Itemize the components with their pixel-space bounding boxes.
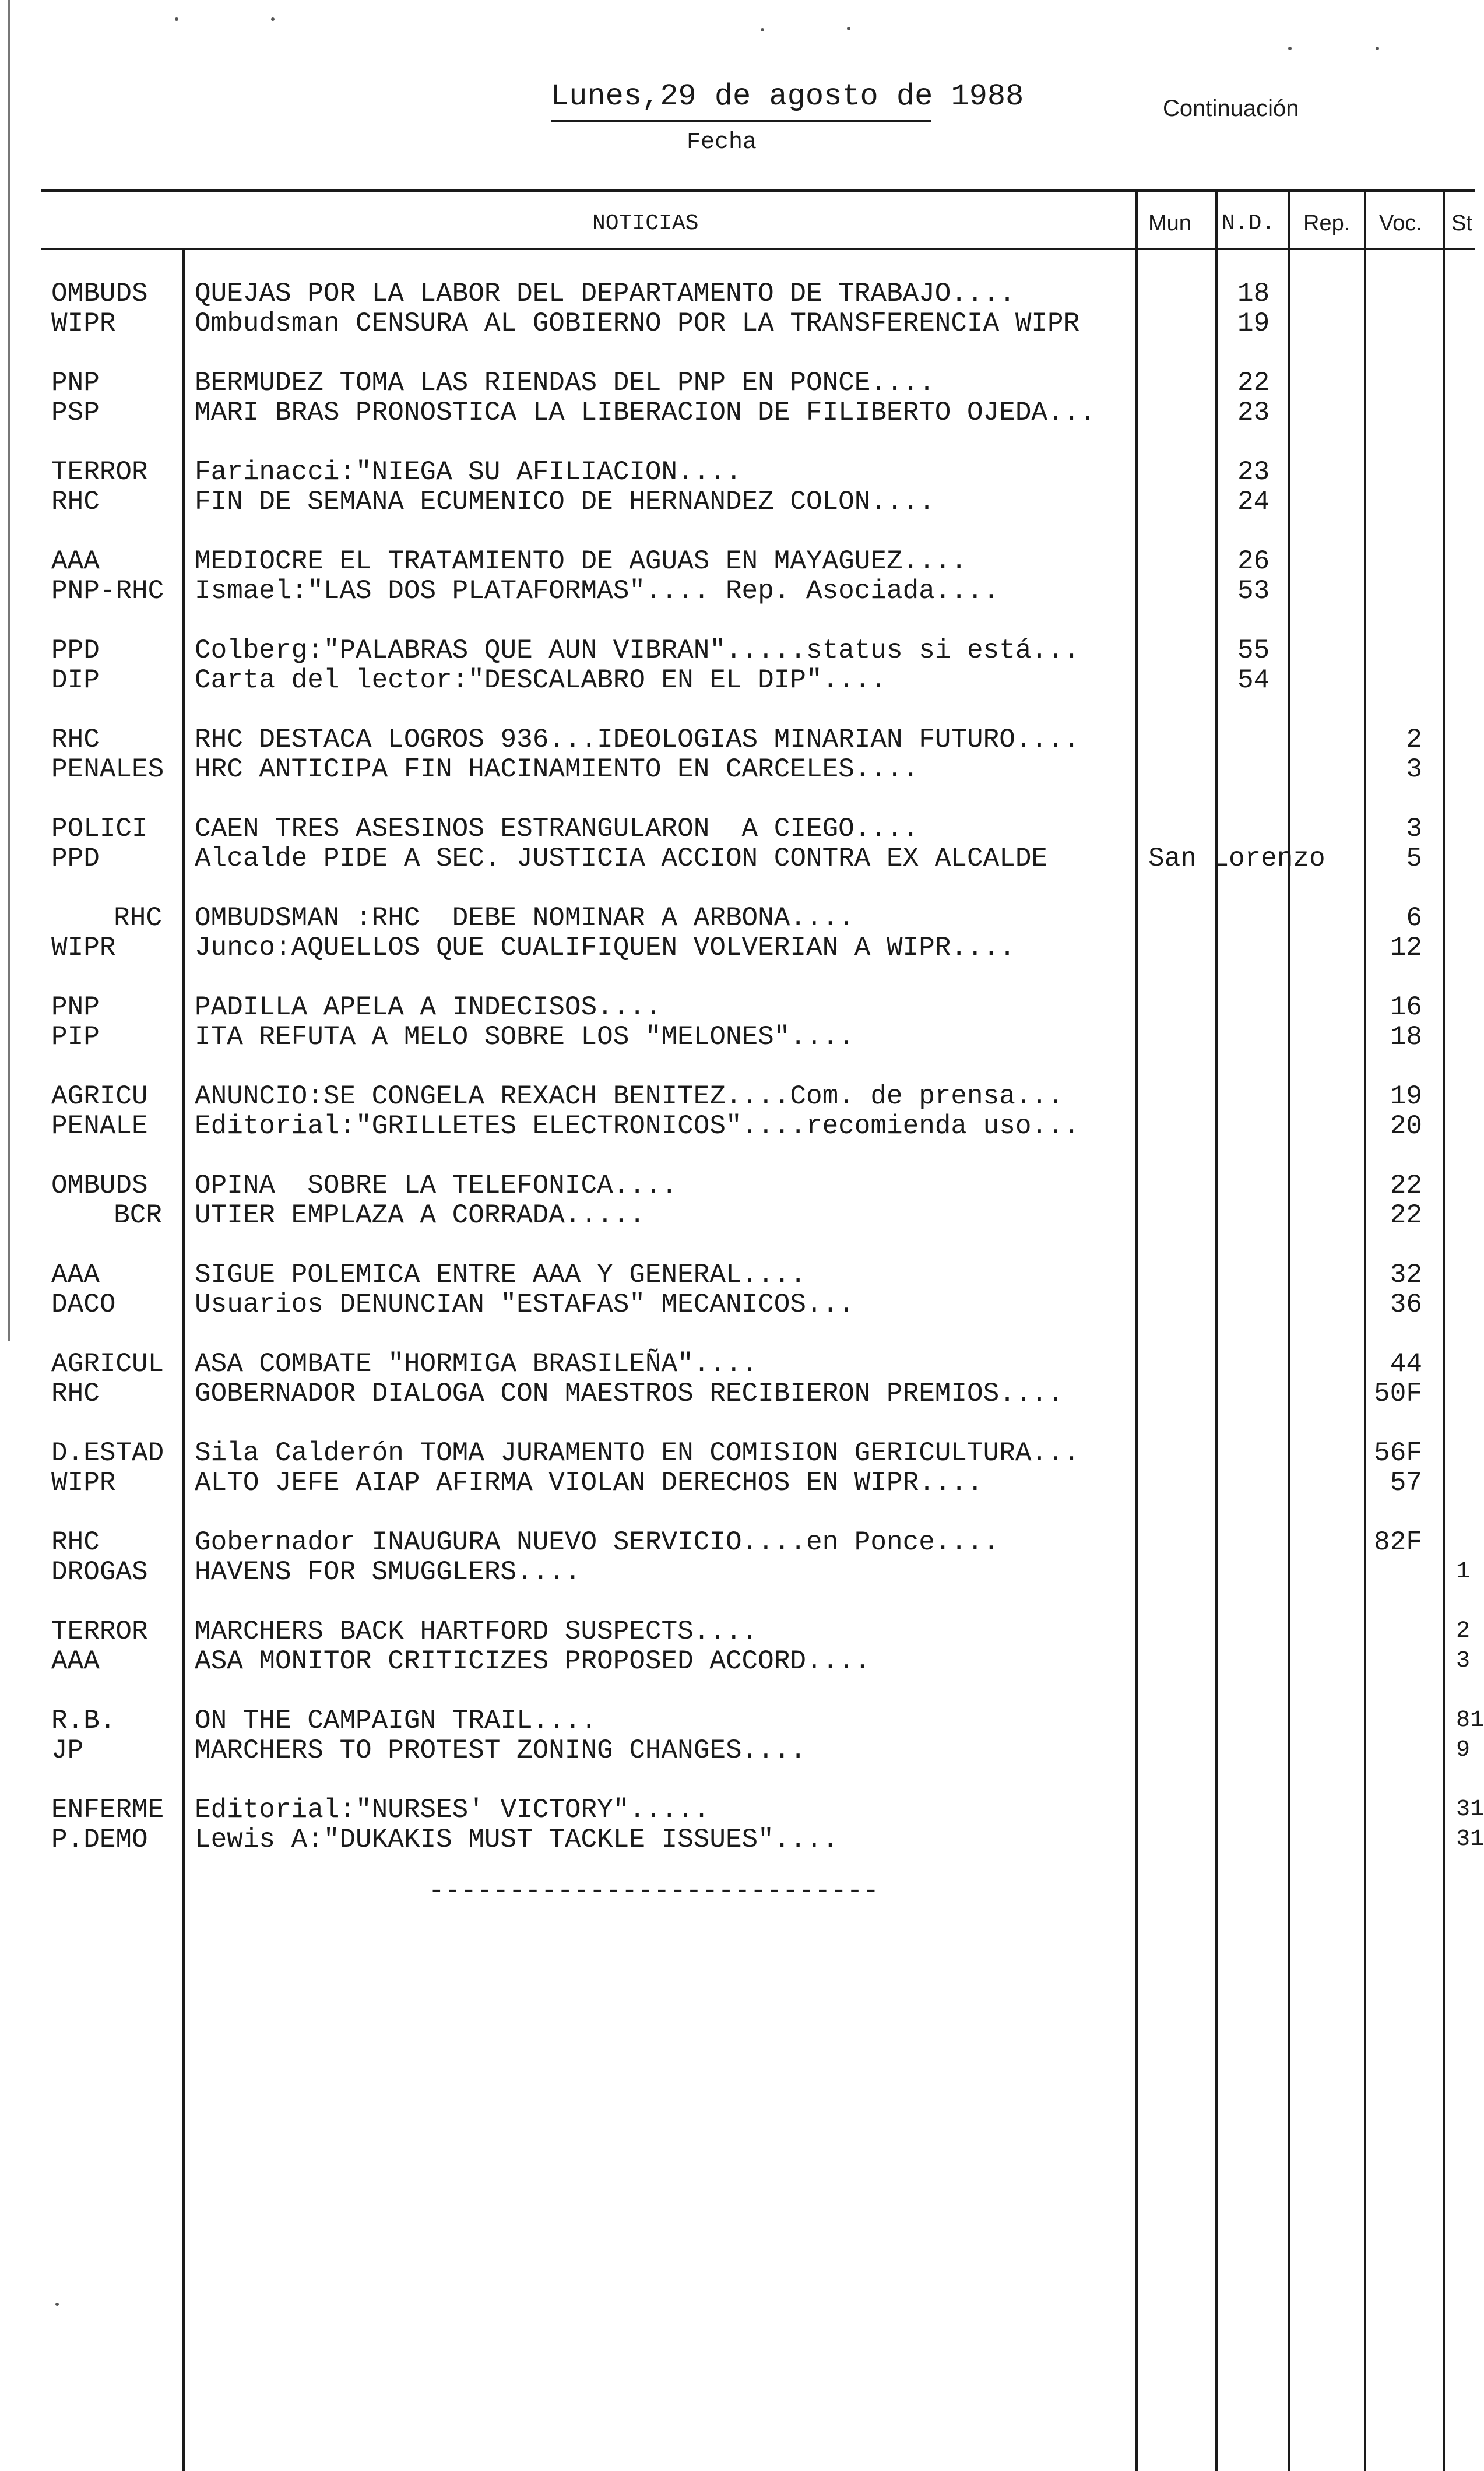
voc-divider [1364, 189, 1366, 2471]
row-nd-page: 26 [1237, 546, 1270, 577]
row-headline: ASA COMBATE "HORMIGA BRASILEÑA".... [195, 1349, 758, 1379]
row-st-page: 2 [1456, 1618, 1471, 1644]
row-category: PPD [51, 843, 100, 874]
row-st-page: 9 [1456, 1737, 1471, 1763]
row-voc-page: 3 [1406, 814, 1422, 844]
row-voc-page: 19 [1390, 1081, 1422, 1112]
row-category: ENFERME [51, 1795, 164, 1825]
row-voc-page: 12 [1390, 933, 1422, 963]
row-category: WIPR [51, 1468, 116, 1498]
row-category: WIPR [51, 308, 116, 339]
row-headline: Usuarios DENUNCIAN "ESTAFAS" MECANICOS... [195, 1289, 854, 1320]
row-headline: UTIER EMPLAZA A CORRADA..... [195, 1200, 645, 1231]
col-nd: N.D. [1222, 211, 1275, 236]
row-voc-page: 50F [1374, 1379, 1422, 1409]
row-category: DROGAS [51, 1557, 148, 1587]
row-nd-page: 55 [1237, 635, 1270, 666]
row-headline: QUEJAS POR LA LABOR DEL DEPARTAMENTO DE TRABAJO.... [195, 279, 1015, 309]
row-headline: OMBUDSMAN :RHC DEBE NOMINAR A ARBONA.... [195, 903, 854, 933]
row-headline: Gobernador INAUGURA NUEVO SERVICIO....en Ponce.... [195, 1527, 1000, 1558]
row-nd-page: 54 [1237, 665, 1270, 695]
row-category: PENALE [51, 1111, 148, 1141]
page-edge [8, 0, 10, 1341]
col-voc: Voc. [1379, 211, 1422, 235]
row-category: BCR [114, 1200, 162, 1231]
row-headline: PADILLA APELA A INDECISOS.... [195, 992, 662, 1022]
row-category: DIP [51, 665, 100, 695]
row-st-page: 1 [1456, 1559, 1471, 1585]
row-voc-page: 36 [1390, 1289, 1422, 1320]
row-nd-page: 23 [1237, 398, 1270, 428]
row-category: RHC [51, 1527, 100, 1558]
row-voc-page: 18 [1390, 1022, 1422, 1052]
table-header-rule [41, 248, 1475, 250]
row-headline: Colberg:"PALABRAS QUE AUN VIBRAN".....status si está... [195, 635, 1080, 666]
row-headline: ANUNCIO:SE CONGELA REXACH BENITEZ....Com. de prensa... [195, 1081, 1064, 1112]
row-voc-page: 5 [1406, 843, 1422, 874]
mun-divider [1135, 189, 1138, 2471]
row-nd-page: 19 [1237, 308, 1270, 339]
row-headline: GOBERNADOR DIALOGA CON MAESTROS RECIBIERON PREMIOS.... [195, 1379, 1064, 1409]
row-voc-page: 22 [1390, 1171, 1422, 1201]
col-rep: Rep. [1303, 211, 1351, 235]
row-st-page: 31 [1456, 1797, 1484, 1823]
row-category: OMBUDS [51, 1171, 148, 1201]
row-category: PSP [51, 398, 100, 428]
row-category: RHC [114, 903, 162, 933]
row-headline: HAVENS FOR SMUGGLERS.... [195, 1557, 581, 1587]
row-headline: MARCHERS TO PROTEST ZONING CHANGES.... [195, 1735, 806, 1766]
row-voc-page: 22 [1390, 1200, 1422, 1231]
row-nd-page: 18 [1237, 279, 1270, 309]
row-category: RHC [51, 487, 100, 517]
nd-divider [1215, 189, 1218, 2471]
row-category: AAA [51, 1260, 100, 1290]
row-category: PPD [51, 635, 100, 666]
speck [271, 17, 275, 21]
row-category: PNP [51, 992, 100, 1022]
speck [1376, 47, 1379, 50]
row-headline: BERMUDEZ TOMA LAS RIENDAS DEL PNP EN PONCE.... [195, 368, 935, 398]
row-headline: Ismael:"LAS DOS PLATAFORMAS".... Rep. Asociada.... [195, 576, 1000, 606]
row-headline: Editorial:"GRILLETES ELECTRONICOS"....recomienda uso... [195, 1111, 1080, 1141]
row-headline: MARCHERS BACK HARTFORD SUSPECTS.... [195, 1616, 758, 1647]
row-voc-page: 32 [1390, 1260, 1422, 1290]
speck [847, 27, 850, 30]
row-category: PNP-RHC [51, 576, 164, 606]
row-headline: Sila Calderón TOMA JURAMENTO EN COMISION GERICULTURA... [195, 1438, 1080, 1468]
speck [175, 17, 178, 21]
row-headline: Junco:AQUELLOS QUE CUALIFIQUEN VOLVERIAN A WIPR.... [195, 933, 1015, 963]
row-nd-page: 22 [1237, 368, 1270, 398]
row-category: RHC [51, 725, 100, 755]
row-category: R.B. [51, 1706, 116, 1736]
st-divider [1443, 189, 1445, 2471]
row-category: PENALES [51, 754, 164, 785]
end-separator: ---------------------------- [428, 1876, 879, 1906]
row-category: TERROR [51, 457, 148, 487]
continuation-label: Continuación [1163, 96, 1299, 121]
row-category: PIP [51, 1022, 100, 1052]
row-headline: ITA REFUTA A MELO SOBRE LOS "MELONES".... [195, 1022, 854, 1052]
row-headline: FIN DE SEMANA ECUMENICO DE HERNANDEZ COLON.... [195, 487, 935, 517]
row-headline: Editorial:"NURSES' VICTORY"..... [195, 1795, 710, 1825]
row-category: WIPR [51, 933, 116, 963]
row-category: TERROR [51, 1616, 148, 1647]
row-category: P.DEMO [51, 1825, 148, 1855]
table-top-rule [41, 189, 1475, 192]
row-voc-page: 57 [1390, 1468, 1422, 1498]
row-category: OMBUDS [51, 279, 148, 309]
row-headline: Ombudsman CENSURA AL GOBIERNO POR LA TRANSFERENCIA WIPR [195, 308, 1080, 339]
rep-divider [1288, 189, 1290, 2471]
row-category: D.ESTAD [51, 1438, 164, 1468]
row-headline: Alcalde PIDE A SEC. JUSTICIA ACCION CONTRA EX ALCALDE [195, 843, 1048, 874]
row-headline: MEDIOCRE EL TRATAMIENTO DE AGUAS EN MAYAGUEZ.... [195, 546, 968, 577]
row-nd-page: 23 [1237, 457, 1270, 487]
row-st-page: 3 [1456, 1648, 1471, 1674]
row-category: AGRICU [51, 1081, 148, 1112]
row-st-page: 31 [1456, 1826, 1484, 1853]
row-municipality: San Lorenzo [1148, 843, 1325, 874]
row-voc-page: 3 [1406, 754, 1422, 785]
row-category: POLICI [51, 814, 148, 844]
row-headline: ASA MONITOR CRITICIZES PROPOSED ACCORD.... [195, 1646, 871, 1676]
col-st: St [1451, 211, 1472, 235]
row-headline: Lewis A:"DUKAKIS MUST TACKLE ISSUES".... [195, 1825, 839, 1855]
speck [761, 28, 764, 31]
row-voc-page: 16 [1390, 992, 1422, 1022]
row-nd-page: 24 [1237, 487, 1270, 517]
row-voc-page: 20 [1390, 1111, 1422, 1141]
speck [1288, 47, 1292, 50]
row-category: RHC [51, 1379, 100, 1409]
row-voc-page: 82F [1374, 1527, 1422, 1558]
row-headline: MARI BRAS PRONOSTICA LA LIBERACION DE FILIBERTO OJEDA... [195, 398, 1096, 428]
row-category: AAA [51, 1646, 100, 1676]
col-mun: Mun [1148, 211, 1191, 235]
row-category: AAA [51, 546, 100, 577]
row-headline: Farinacci:"NIEGA SU AFILIACION.... [195, 457, 742, 487]
row-voc-page: 44 [1390, 1349, 1422, 1379]
row-headline: RHC DESTACA LOGROS 936...IDEOLOGIAS MINARIAN FUTURO.... [195, 725, 1080, 755]
row-headline: ALTO JEFE AIAP AFIRMA VIOLAN DERECHOS EN WIPR.... [195, 1468, 983, 1498]
col-noticias: NOTICIAS [592, 211, 699, 236]
row-nd-page: 53 [1237, 576, 1270, 606]
row-voc-page: 6 [1406, 903, 1422, 933]
row-headline: OPINA SOBRE LA TELEFONICA.... [195, 1171, 678, 1201]
row-headline: SIGUE POLEMICA ENTRE AAA Y GENERAL.... [195, 1260, 806, 1290]
row-voc-page: 2 [1406, 725, 1422, 755]
row-category: JP [51, 1735, 84, 1766]
row-category: PNP [51, 368, 100, 398]
date-caption: Fecha [687, 129, 757, 156]
row-headline: CAEN TRES ASESINOS ESTRANGULARON A CIEGO.... [195, 814, 919, 844]
row-voc-page: 56F [1374, 1438, 1422, 1468]
row-category: DACO [51, 1289, 116, 1320]
speck [55, 2303, 59, 2306]
row-category: AGRICUL [51, 1349, 164, 1379]
date-underline [551, 120, 931, 122]
row-headline: ON THE CAMPAIGN TRAIL.... [195, 1706, 597, 1736]
report-date: Lunes,29 de agosto de 1988 [551, 79, 1024, 114]
row-headline: HRC ANTICIPA FIN HACINAMIENTO EN CARCELES.... [195, 754, 919, 785]
row-st-page: 81 [1456, 1707, 1484, 1734]
row-headline: Carta del lector:"DESCALABRO EN EL DIP".... [195, 665, 887, 695]
